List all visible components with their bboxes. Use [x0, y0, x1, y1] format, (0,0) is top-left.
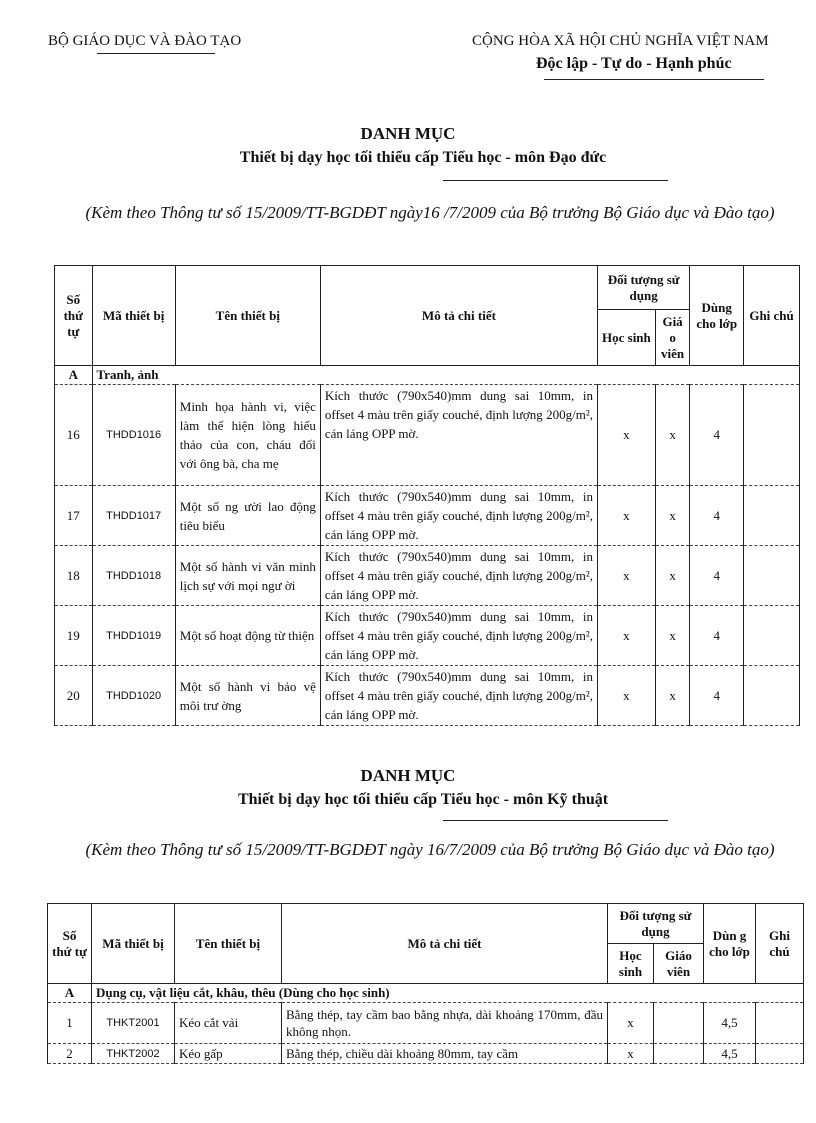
header-stt: Số thứ tự	[55, 266, 93, 366]
row-code: THDD1016	[92, 385, 175, 486]
row-teacher: x	[655, 486, 690, 546]
row-grade: 4	[690, 606, 744, 666]
row-name: Một số hoạt động từ thiện	[175, 606, 320, 666]
row-name: Một số hành vi văn minh lịch sự với mọi ngư ời	[175, 546, 320, 606]
national-motto: Độc lập - Tự do - Hạnh phúc	[536, 55, 732, 72]
row-desc: Kích thước (790x540)mm dung sai 10mm, in offset 4 màu trên giấy couché, định lượng 200g/m², cán láng OPP mờ.	[320, 385, 597, 486]
row-no: 20	[55, 666, 93, 726]
row-note	[744, 486, 800, 546]
header-name: Tên thiết bị	[175, 266, 320, 366]
row-no: 19	[55, 606, 93, 666]
header-grade: Dùn g cho lớp	[704, 904, 756, 984]
section2-subtitle-underline	[443, 820, 668, 821]
row-teacher: x	[655, 666, 690, 726]
row-desc: Kích thước (790x540)mm dung sai 10mm, in offset 4 màu trên giấy couché, định lượng 200g/m², cán láng OPP mờ.	[320, 546, 597, 606]
ministry-underline	[97, 53, 215, 54]
row-name: Một số ng ười lao động tiêu biểu	[175, 486, 320, 546]
header-stt: Số thứ tự	[48, 904, 92, 984]
motto-underline	[544, 79, 764, 80]
section2-subtitle: Thiết bị dạy học tối thiểu cấp Tiểu học - môn Kỹ thuật	[237, 791, 609, 808]
row-code: THKT2001	[92, 1003, 175, 1044]
row-teacher: x	[655, 606, 690, 666]
row-no: 17	[55, 486, 93, 546]
row-student: x	[608, 1003, 654, 1044]
row-teacher	[654, 1003, 704, 1044]
row-name: Minh họa hành vi, việc làm thể hiện lòng hiếu thảo của con, cháu đối với ông bà, cha mẹ	[175, 385, 320, 486]
table-row	[55, 666, 800, 726]
group-letter: A	[48, 984, 92, 1003]
header-code: Mã thiết bị	[92, 266, 175, 366]
header-code: Mã thiết bị	[92, 904, 175, 984]
table-row	[55, 606, 800, 666]
row-note	[744, 606, 800, 666]
header-note: Ghi chú	[756, 904, 804, 984]
header-target: Đối tượng sử dụng	[608, 904, 704, 944]
header-desc: Mô tả chi tiết	[282, 904, 608, 984]
header-note: Ghi chú	[744, 266, 800, 366]
section1-subtitle: Thiết bị dạy học tối thiểu cấp Tiểu học - môn Đạo đức	[239, 149, 607, 166]
row-note	[744, 546, 800, 606]
header-name: Tên thiết bị	[175, 904, 282, 984]
row-code: THDD1020	[92, 666, 175, 726]
row-grade: 4	[690, 666, 744, 726]
row-desc: Kích thước (790x540)mm dung sai 10mm, in offset 4 màu trên giấy couché, định lượng 200g/m², cán láng OPP mờ.	[320, 666, 597, 726]
group-label: Tranh, ảnh	[92, 366, 799, 385]
ministry-header	[48, 33, 268, 54]
section1-note: (Kèm theo Thông tư số 15/2009/TT-BGDĐT ngày16 /7/2009 của Bộ trưởng Bộ Giáo dục và Đào tạo)	[85, 203, 775, 222]
header-student: Học sinh	[608, 944, 654, 984]
row-student: x	[597, 385, 655, 486]
row-desc: Kích thước (790x540)mm dung sai 10mm, in offset 4 màu trên giấy couché, định lượng 200g/m², cán láng OPP mờ.	[320, 486, 597, 546]
row-desc: Kích thước (790x540)mm dung sai 10mm, in offset 4 màu trên giấy couché, định lượng 200g/m², cán láng OPP mờ.	[320, 606, 597, 666]
row-desc: Bằng thép, chiều dài khoảng 80mm, tay cầm	[282, 1044, 608, 1064]
table-row	[55, 486, 800, 546]
row-student: x	[608, 1044, 654, 1064]
row-desc: Bằng thép, tay cầm bao bằng nhựa, dài khoảng 170mm, đầu không nhọn.	[282, 1003, 608, 1044]
section1-subtitle-underline	[443, 180, 668, 181]
section2-title: DANH MỤC	[360, 766, 456, 785]
row-student: x	[597, 546, 655, 606]
row-grade: 4	[690, 486, 744, 546]
row-student: x	[597, 486, 655, 546]
table-row	[48, 1044, 804, 1064]
header-desc: Mô tả chi tiết	[320, 266, 597, 366]
row-grade: 4	[690, 385, 744, 486]
row-teacher	[654, 1044, 704, 1064]
section2-note: (Kèm theo Thông tư số 15/2009/TT-BGDĐT ngày 16/7/2009 của Bộ trưởng Bộ Giáo dục và Đào tạo)	[85, 840, 775, 859]
section1-table	[54, 265, 800, 726]
row-note	[744, 385, 800, 486]
ministry-name: BỘ GIÁO DỤC VÀ ĐÀO TẠO	[48, 33, 242, 49]
row-no: 2	[48, 1044, 92, 1064]
row-code: THDD1017	[92, 486, 175, 546]
row-teacher: x	[655, 385, 690, 486]
group-letter: A	[55, 366, 93, 385]
header-target: Đối tượng sử dụng	[597, 266, 689, 310]
row-name: Kéo gấp	[175, 1044, 282, 1064]
header-student: Học sinh	[597, 310, 655, 366]
header-teacher: Giá o viên	[655, 310, 690, 366]
row-code: THKT2002	[92, 1044, 175, 1064]
row-note	[756, 1003, 804, 1044]
row-student: x	[597, 666, 655, 726]
republic-name: CỘNG HÒA XÃ HỘI CHỦ NGHĨA VIỆT NAM	[472, 33, 769, 49]
row-no: 16	[55, 385, 93, 486]
group-label: Dụng cụ, vật liệu cắt, khâu, thêu (Dùng cho học sinh)	[92, 984, 804, 1003]
table-row	[48, 1003, 804, 1044]
header-grade: Dùng cho lớp	[690, 266, 744, 366]
section1-title: DANH MỤC	[360, 124, 456, 143]
row-note	[756, 1044, 804, 1064]
row-note	[744, 666, 800, 726]
row-teacher: x	[655, 546, 690, 606]
section2-table	[47, 903, 804, 1064]
header-teacher: Giáo viên	[654, 944, 704, 984]
table-row	[55, 546, 800, 606]
row-no: 18	[55, 546, 93, 606]
row-grade: 4	[690, 546, 744, 606]
row-grade: 4,5	[704, 1003, 756, 1044]
row-name: Một số hành vi bảo vệ môi trư ờng	[175, 666, 320, 726]
row-name: Kéo cắt vải	[175, 1003, 282, 1044]
row-code: THDD1018	[92, 546, 175, 606]
row-student: x	[597, 606, 655, 666]
row-no: 1	[48, 1003, 92, 1044]
row-code: THDD1019	[92, 606, 175, 666]
table-row	[55, 385, 800, 486]
row-grade: 4,5	[704, 1044, 756, 1064]
